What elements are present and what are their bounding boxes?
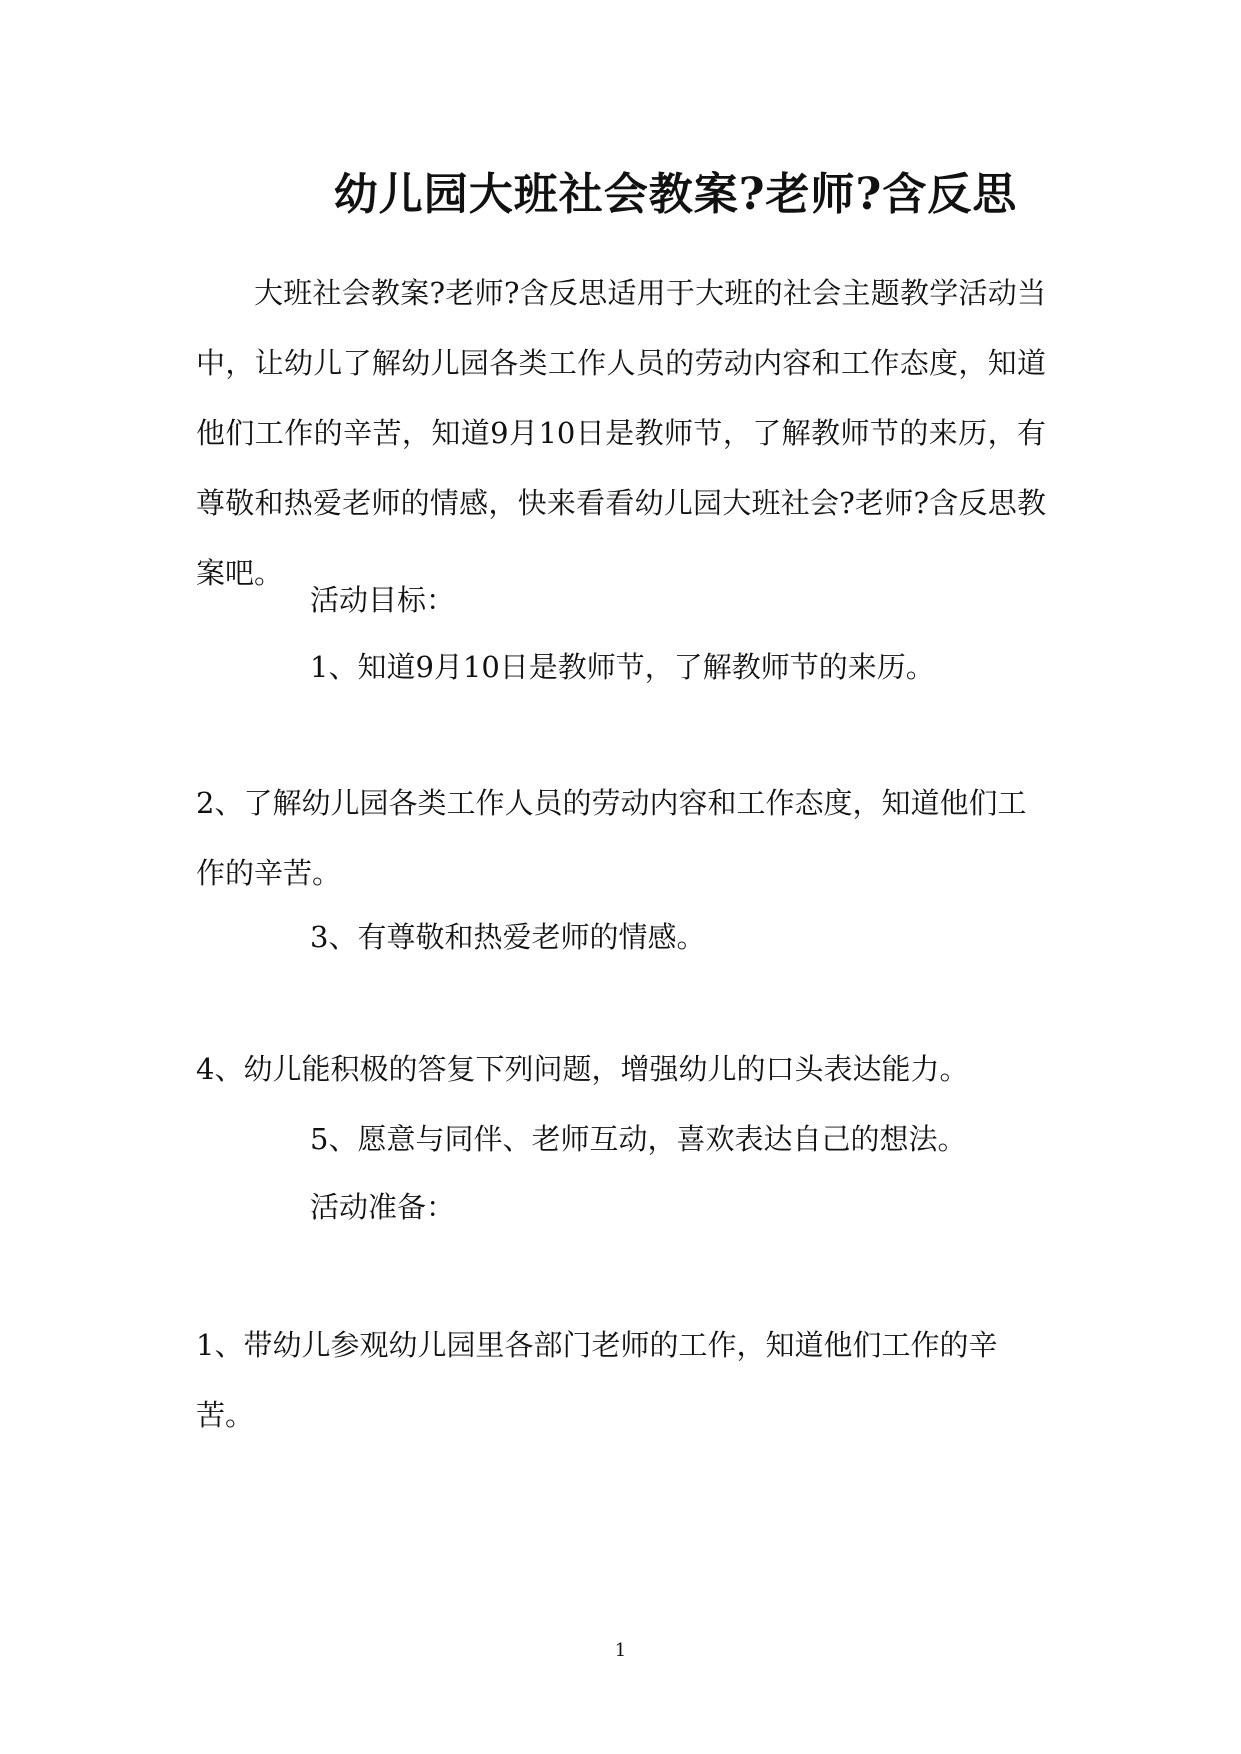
goal-item-4: 4、幼儿能积极的答复下列问题，增强幼儿的口头表达能力。	[196, 1052, 969, 1086]
goal-item-5: 5、愿意与同伴、老师互动，喜欢表达自己的想法。	[310, 1122, 967, 1156]
page-number: 1	[614, 1640, 627, 1661]
goal-item-1: 1、知道9月10日是教师节，了解教师节的来历。	[310, 650, 935, 684]
goal-item-3: 3、有尊敬和热爱老师的情感。	[310, 920, 706, 954]
prep-heading: 活动准备：	[310, 1190, 456, 1224]
goal-item-2: 2、了解幼儿园各类工作人员的劳动内容和工作态度，知道他们工作的辛苦。	[196, 786, 1027, 890]
goals-heading: 活动目标：	[310, 583, 456, 617]
document-title: 幼儿园大班社会教案?老师?含反思	[333, 169, 1018, 220]
prep-item-1: 1、带幼儿参观幼儿园里各部门老师的工作，知道他们工作的辛苦。	[196, 1328, 998, 1432]
intro-paragraph: 大班社会教案?老师?含反思适用于大班的社会主题教学活动当中，让幼儿了解幼儿园各类工作人员的劳动内容和工作态度，知道他们工作的辛苦，知道9月10日是教师节，了解教师节的来历，有尊敬和热爱老师的情感，快来看看幼儿园大班社会?老师?含反思教案吧。	[196, 276, 1046, 590]
